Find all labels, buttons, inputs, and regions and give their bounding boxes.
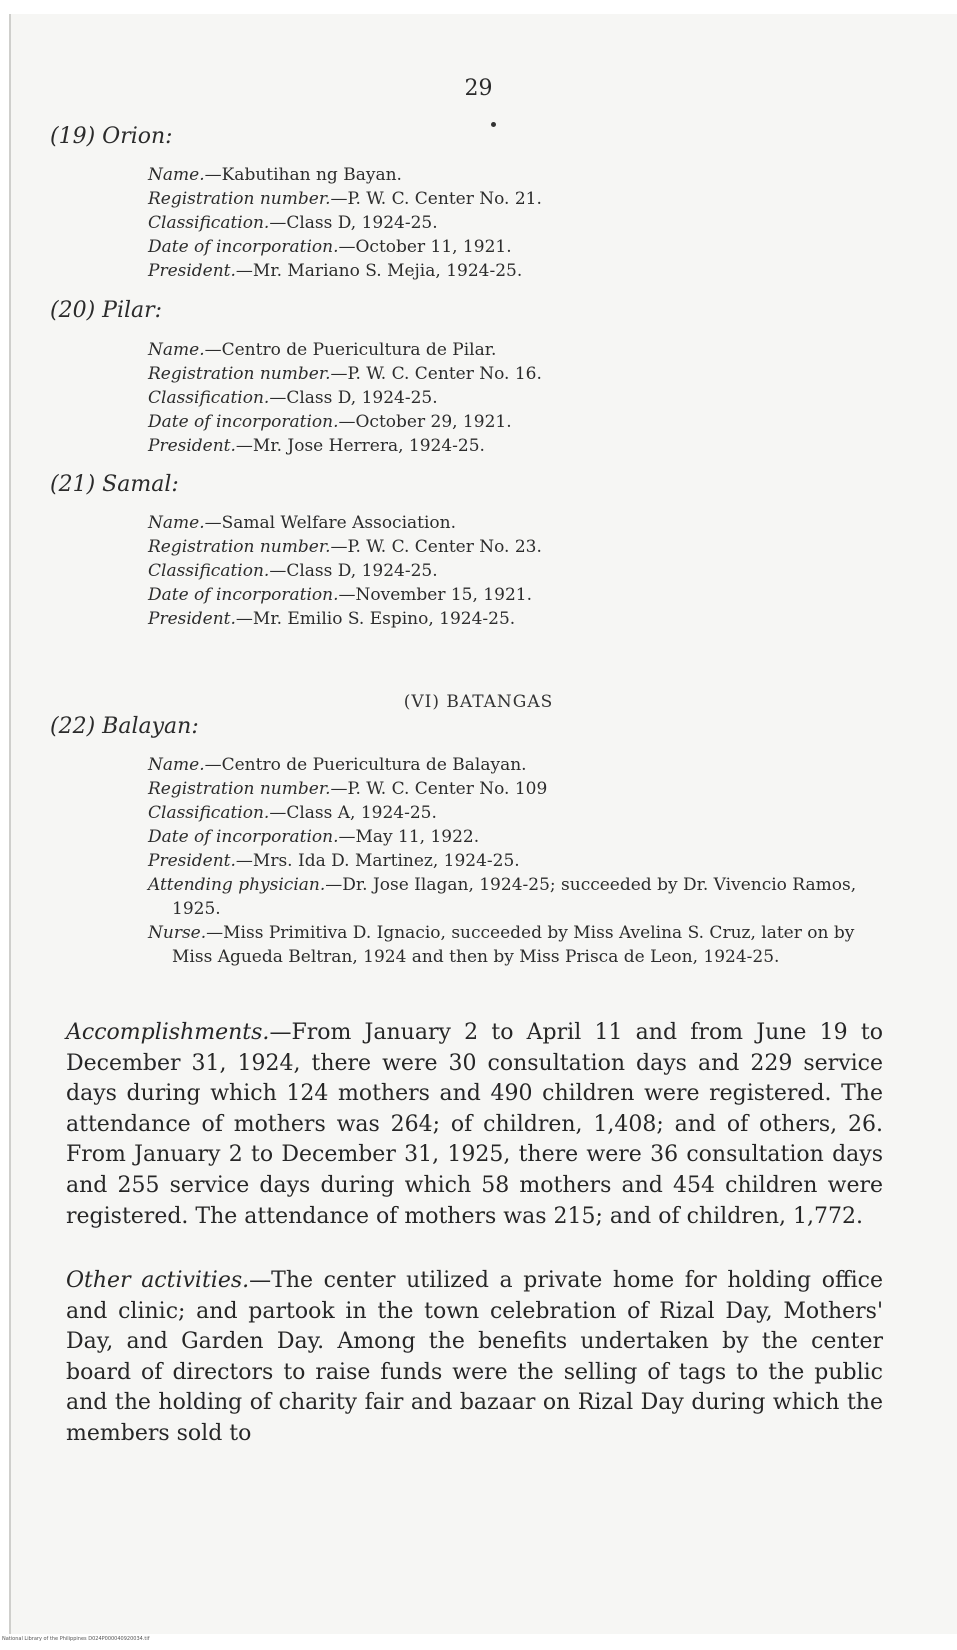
paragraph-other-activities (66, 1266, 883, 1450)
entry-line: Registration number.—P. W. C. Center No. 16. (148, 364, 542, 384)
entry-line: Classification.—Class A, 1924-25. (148, 803, 437, 823)
section-heading-samal (50, 472, 179, 497)
entry-line: Classification.—Class D, 1924-25. (148, 561, 438, 581)
entry-line: Nurse.—Miss Primitiva D. Ignacio, succeeded by Miss Avelina S. Cruz, later on by Miss Agueda Beltran, 1924 and then by Miss Prisca de Leon, 1924-25. (148, 923, 855, 967)
entry-list-orion (148, 163, 918, 283)
section-heading-orion (50, 124, 173, 149)
entry-line: Name.—Centro de Puericultura de Balayan. (148, 755, 527, 775)
section-place: Pilar: (102, 298, 163, 323)
paragraph-text: —The center utilized a private home for holding office and clinic; and partook in the town celebration of Rizal Day, Mothers' Day, and Garden Day. Among the benefits undertaken by the center board of directors to raise funds were the selling of tags to the public and the holding of charity fair and bazaar on Rizal Day during which the members sold to (66, 1268, 883, 1446)
entry-line: Registration number.—P. W. C. Center No. 23. (148, 537, 542, 557)
section-place: Orion: (102, 124, 173, 149)
entry-line: Attending physician.—Dr. Jose Ilagan, 1924-25; succeeded by Dr. Vivencio Ramos, 1925. (148, 875, 857, 919)
ink-dot (491, 122, 496, 127)
section-number: (21) (50, 472, 96, 497)
page-edge (9, 14, 11, 1634)
section-heading-balayan (50, 714, 199, 739)
entry-line: Classification.—Class D, 1924-25. (148, 213, 438, 233)
paragraph-lead: Accomplishments. (66, 1020, 270, 1045)
paragraph-lead: Other activities. (66, 1268, 250, 1293)
section-number: (22) (50, 714, 96, 739)
entry-line: President.—Mr. Jose Herrera, 1924-25. (148, 436, 485, 456)
paragraph-accomplishments (66, 1018, 883, 1232)
section-place: Balayan: (102, 714, 199, 739)
entry-list-balayan (148, 753, 878, 969)
entry-line: Date of incorporation.—May 11, 1922. (148, 827, 480, 847)
page-number: 29 (464, 76, 493, 101)
entry-line: Registration number.—P. W. C. Center No. 21. (148, 189, 542, 209)
entry-list-samal (148, 511, 918, 631)
region-heading: (VI) BATANGAS (403, 692, 554, 712)
section-number: (20) (50, 298, 96, 323)
entry-line: Date of incorporation.—October 29, 1921. (148, 412, 512, 432)
paragraph-text: —From January 2 to April 11 and from June 19 to December 31, 1924, there were 30 consultation days and 229 service days during which 124 mothers and 490 children were registered. The attendance of mothers was 264; of children, 1,408; and of others, 26. From January 2 to December 31, 1925, there were 36 consultation days and 255 service days during which 58 mothers and 454 children were registered. The attendance of mothers was 215; and of children, 1,772. (66, 1020, 883, 1229)
section-place: Samal: (102, 472, 179, 497)
entry-line: President.—Mr. Mariano S. Mejia, 1924-25. (148, 261, 523, 281)
entry-line: Name.—Samal Welfare Association. (148, 513, 456, 533)
scan-footer: National Library of the Philippines D024P000040920034.tif (2, 1636, 150, 1642)
entry-line: Name.—Centro de Puericultura de Pilar. (148, 340, 497, 360)
entry-line: Date of incorporation.—October 11, 1921. (148, 237, 512, 257)
section-heading-pilar (50, 298, 162, 323)
entry-line: President.—Mrs. Ida D. Martinez, 1924-25. (148, 851, 520, 871)
entry-line: Registration number.—P. W. C. Center No. 109 (148, 779, 548, 799)
entry-list-pilar (148, 338, 918, 458)
entry-line: Name.—Kabutihan ng Bayan. (148, 165, 402, 185)
entry-line: Classification.—Class D, 1924-25. (148, 388, 438, 408)
section-number: (19) (50, 124, 96, 149)
entry-line: President.—Mr. Emilio S. Espino, 1924-25. (148, 609, 516, 629)
entry-line: Date of incorporation.—November 15, 1921. (148, 585, 532, 605)
